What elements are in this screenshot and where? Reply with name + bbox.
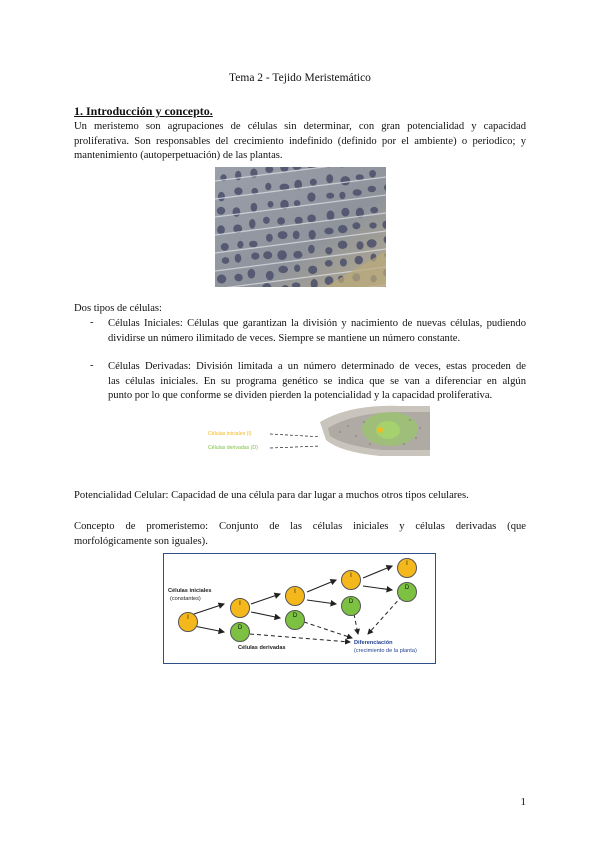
cell-nucleus (356, 241, 363, 249)
paragraph-line: proliferativa. Son responsables del crecimiento indefinido (definido por el ambiente) o periodico; y (74, 135, 526, 147)
cell-nucleus (265, 183, 271, 191)
cell-nucleus (340, 176, 350, 185)
cell-nucleus (249, 241, 258, 248)
cell-nucleus (309, 230, 316, 240)
cell-nucleus (369, 222, 376, 228)
cell-nucleus (327, 211, 335, 221)
promeristem-diagram (163, 553, 436, 664)
cell-nucleus (251, 203, 258, 212)
cell-nucleus (339, 192, 345, 199)
cell-nucleus (234, 274, 242, 282)
cell-nucleus (268, 201, 274, 208)
paragraph-potencialidad: Potencialidad Celular: Capacidad de una célula para dar lugar a muchos otros tipos celulares. (74, 490, 469, 501)
root-label-initial: Células iniciales (I) (208, 431, 252, 437)
paragraph-line: Un meristemo son agrupaciones de células sin determinar, con gran potencialidad y capacidad (74, 121, 526, 132)
list-bullet: - (90, 360, 94, 371)
cell-nucleus (326, 193, 334, 199)
cell-nucleus (340, 259, 347, 267)
cell-nucleus (218, 192, 225, 202)
cell-nucleus (295, 217, 303, 225)
list-item-line: Células Derivadas: División limitada a un número determinado de veces, estas proceden de (108, 361, 526, 372)
diagram-label-differentiation: Diferenciación (354, 640, 393, 646)
cell-nucleus (325, 247, 332, 254)
derived-cell-letter: D (348, 599, 354, 605)
cell-nucleus (293, 231, 300, 240)
cell-nucleus (222, 257, 230, 264)
cell-nucleus (293, 251, 302, 259)
list-item-line: dividirse un número ilimitado de veces. Siempre se mantiene un número constante. (108, 332, 461, 344)
cell-nucleus (249, 219, 255, 229)
cell-nucleus (217, 225, 225, 234)
diagram-label-initial-sub: (constantes) (170, 596, 201, 602)
paragraph-promeristemo (74, 520, 526, 549)
meristem-micrograph (215, 167, 386, 287)
cell-nucleus (370, 207, 378, 213)
diagram-label-initial: Células iniciales (168, 588, 212, 594)
cell-nucleus (352, 222, 360, 229)
micrograph-image (215, 167, 386, 287)
cell-nucleus (356, 174, 364, 180)
list-item-line: las células iniciales. En su programa genético se indica que se van a diferenciar en algún (108, 375, 526, 387)
derived-cell-letter: D (292, 613, 298, 619)
initial-cell-letter: I (239, 601, 241, 607)
cell-nucleus (368, 186, 376, 192)
paragraph-line: mantenimiento (autoperpetuación) de las plantas. (74, 150, 283, 162)
cell-nucleus (325, 260, 333, 267)
diagram-label-differentiation-sub: (crecimiento de la planta) (354, 648, 417, 654)
section-heading-introduccion: 1. Introducción y concepto. (74, 104, 213, 118)
cell-nucleus (308, 266, 317, 274)
cell-nucleus (369, 170, 376, 178)
initial-cell-letter: I (294, 589, 296, 595)
cell-nucleus (237, 241, 243, 248)
initial-cell-letter: I (187, 615, 189, 621)
cell-nucleus (221, 243, 229, 251)
diagram-label-derived: Células derivadas (238, 645, 286, 651)
paragraph-line: morfológicamente son iguales). (74, 535, 208, 547)
types-intro: Dos tipos de células: (74, 303, 162, 314)
cell-nucleus (307, 192, 315, 201)
cell-nucleus (217, 275, 226, 284)
cell-nucleus (217, 207, 225, 215)
cell-nucleus (266, 234, 273, 242)
cell-nucleus (324, 228, 333, 235)
root-label-derived: Células derivadas (D) (208, 445, 258, 451)
cell-nucleus (251, 253, 259, 260)
initial-cell-letter: I (350, 573, 352, 579)
root-tip-illustration (320, 402, 430, 456)
list-item-line: punto por lo que conforme se dividen pierden la potencialidad y la capacidad proliferativa. (108, 390, 493, 402)
cell-nucleus (355, 256, 363, 265)
list-bullet: - (90, 317, 94, 328)
diagram-arrows (164, 554, 435, 663)
page-title: Tema 2 - Tejido Meristemático (229, 72, 371, 84)
initial-cell-letter: I (406, 561, 408, 567)
derived-cell-letter: D (237, 625, 243, 631)
paragraph-meristemo (74, 120, 526, 164)
cell-nucleus (310, 179, 317, 186)
cell-nucleus (307, 215, 316, 223)
root-tip-image (320, 402, 430, 456)
list-item-line: Células Iniciales: Células que garantizan la división y nacimiento de nuevas células, pudiendo (108, 318, 526, 329)
cell-nucleus (233, 207, 241, 216)
cell-nucleus (338, 241, 348, 249)
cell-nucleus (367, 239, 377, 247)
cell-nucleus (308, 245, 315, 254)
cell-nucleus (341, 208, 349, 217)
cell-nucleus (277, 250, 287, 260)
cell-nucleus (326, 174, 333, 183)
cell-nucleus (263, 217, 270, 224)
cell-nucleus (294, 265, 300, 272)
list-item-celulas-iniciales (108, 317, 526, 346)
list-item-celulas-derivadas (108, 360, 526, 404)
cell-nucleus (278, 231, 288, 239)
cell-nucleus (294, 200, 301, 206)
cell-nucleus (263, 251, 272, 259)
cell-nucleus (234, 187, 242, 195)
cell-nucleus (277, 217, 285, 225)
cell-nucleus (266, 271, 274, 280)
cell-nucleus (235, 254, 242, 263)
paragraph-line: Concepto de promeristemo: Conjunto de las células iniciales y células derivadas (que (74, 521, 526, 532)
cell-nucleus (338, 225, 348, 233)
derived-cell-letter: D (404, 585, 410, 591)
page-number: 1 (520, 796, 526, 808)
cell-nucleus (278, 266, 288, 273)
cell-nucleus (353, 189, 362, 196)
cell-nucleus (248, 269, 256, 279)
